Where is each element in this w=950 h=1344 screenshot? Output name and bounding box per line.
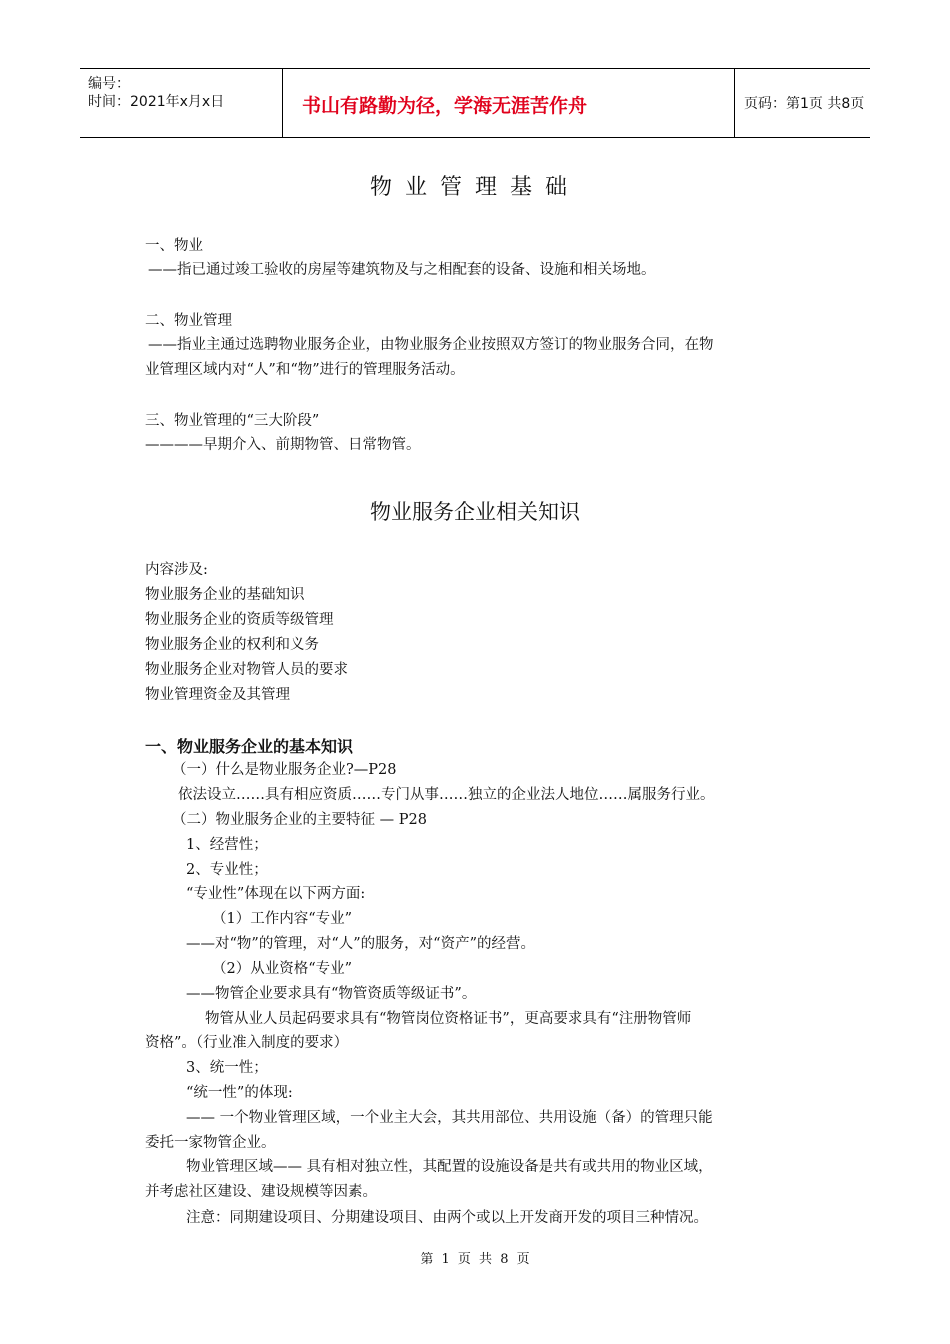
header-motto: 书山有路勤为径，学海无涯苦作舟	[302, 95, 588, 117]
body-line: 委托一家物管企业。	[145, 1135, 276, 1151]
section-title: 物业服务企业相关知识	[370, 500, 580, 524]
body-line: 依法设立……具有相应资质……专门从事……独立的企业法人地位……属服务行业。	[178, 787, 715, 803]
body-line: “专业性”体现在以下两方面:	[186, 886, 366, 902]
body-line: ——物管企业要求具有“物管资质等级证书”。	[186, 986, 477, 1002]
header-page-code: 页码：第1页 共8页	[744, 96, 865, 112]
body-line: 物业管理区域—— 具有相对独立性，其配置的设施设备是共有或共用的物业区域，	[186, 1159, 713, 1175]
page-title: 物业管理基础	[369, 175, 580, 200]
body-line: 3、统一性；	[186, 1060, 268, 1076]
page-footer: 第 1 页 共 8 页	[420, 1252, 530, 1267]
definition-heading-1: 一、物业	[145, 238, 203, 254]
body-line: （1）工作内容“专业”	[212, 911, 353, 927]
body-line: “统一性”的体现:	[186, 1085, 293, 1101]
body-line: 注意：同期建设项目、分期建设项目、由两个或以上开发商开发的项目三种情况。	[186, 1210, 708, 1226]
header-motto-cell	[282, 69, 735, 137]
body-line: （2）从业资格“专业”	[212, 961, 353, 977]
definition-heading-2: 二、物业管理	[145, 313, 232, 329]
header-page-cell	[734, 69, 870, 137]
contents-label: 内容涉及:	[145, 562, 208, 578]
section-heading: 一、物业服务企业的基本知识	[145, 737, 354, 756]
definition-text-2a: ——指业主通过选聘物业服务企业，由物业服务企业按照双方签订的物业服务合同，在物	[148, 337, 714, 353]
body-line: 1、经营性；	[186, 837, 268, 853]
body-line: ——对“物”的管理，对“人”的服务，对“资产”的经营。	[186, 936, 535, 952]
definition-text-2b: 业管理区域内对“人”和“物”进行的管理服务活动。	[145, 362, 465, 378]
body-line: （二）物业服务企业的主要特征 — P28	[172, 812, 427, 828]
contents-item: 物业服务企业的权利和义务	[145, 637, 319, 653]
number-label: 编号：	[88, 76, 130, 92]
body-line: 2、专业性；	[186, 862, 268, 878]
definition-text-1: ——指已通过竣工验收的房屋等建筑物及与之相配套的设备、设施和相关场地。	[148, 262, 656, 278]
definition-text-3: ————早期介入、前期物管、日常物管。	[145, 437, 421, 453]
document-header	[80, 68, 870, 138]
definition-heading-3: 三、物业管理的“三大阶段”	[145, 413, 320, 429]
body-line: 并考虑社区建设、建设规模等因素。	[145, 1184, 377, 1200]
body-line: —— 一个物业管理区域，一个业主大会，其共用部位、共用设施（备）的管理只能	[186, 1110, 713, 1126]
contents-item: 物业服务企业的基础知识	[145, 587, 305, 603]
contents-item: 物业管理资金及其管理	[145, 687, 290, 703]
time-label: 时间：2021年x月x日	[88, 94, 225, 110]
header-left-cell	[80, 69, 283, 137]
body-line: （一）什么是物业服务企业?—P28	[172, 762, 397, 778]
body-line: 资格”。（行业准入制度的要求）	[145, 1035, 349, 1051]
contents-item: 物业服务企业的资质等级管理	[145, 612, 334, 628]
body-line: 物管从业人员起码要求具有“物管岗位资格证书”，更高要求具有“注册物管师	[205, 1011, 692, 1027]
contents-item: 物业服务企业对物管人员的要求	[145, 662, 348, 678]
